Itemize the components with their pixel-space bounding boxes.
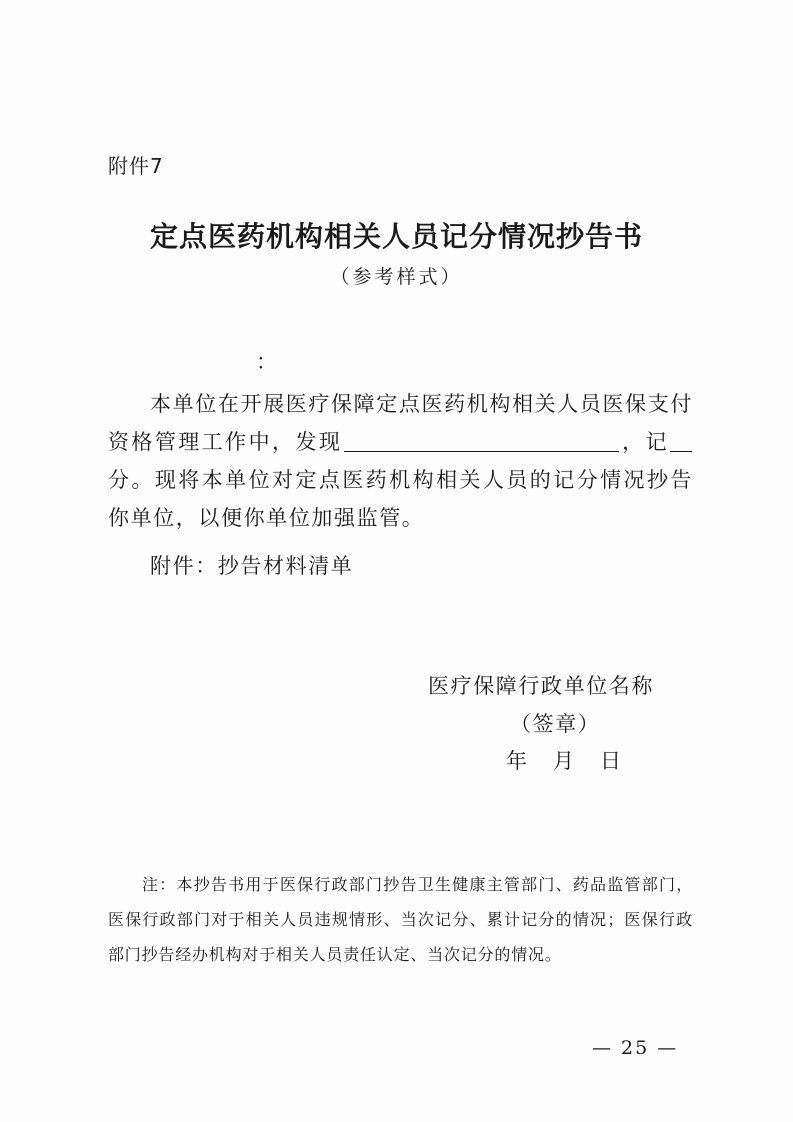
enclosure-line: 附件：抄告材料清单 [150, 554, 354, 578]
attachment-label: 附件7 [108, 154, 164, 178]
document-title: 定点医药机构相关人员记分情况抄告书 [149, 220, 643, 253]
date-row [506, 745, 621, 775]
body-text-part2: ，记 [621, 430, 670, 454]
salutation: ： [256, 350, 277, 374]
date-day-label: 日 [600, 749, 621, 773]
finding-blank-line [344, 429, 619, 452]
document-subtitle: （参考样式） [330, 266, 463, 288]
body-paragraph [108, 385, 693, 537]
footnote: 注：本抄告书用于医保行政部门抄告卫生健康主管部门、药品监管部门，医保行政部门对于相关人员违规情形、当次记分、累计记分的情况；医保行政部门抄告经办机构对于相关人员责任认定、当次记分的情况。 [108, 875, 693, 964]
body-text-part3: 分。现将本单位对定点医药机构相关人员的记分情况抄告你单位，以便你单位加强监管。 [108, 468, 693, 530]
date-year-label: 年 [506, 749, 527, 773]
body-text-part1: 本单位在开展医疗保障定点医药机构相关人员医保支付资格管理工作中，发现 [108, 392, 693, 454]
seal-label: （签章） [510, 712, 601, 736]
page-number: — 25 — [592, 1037, 679, 1059]
issuer-name: 医疗保障行政单位名称 [428, 674, 654, 698]
score-blank-line [670, 429, 692, 452]
date-month-label: 月 [553, 749, 574, 773]
